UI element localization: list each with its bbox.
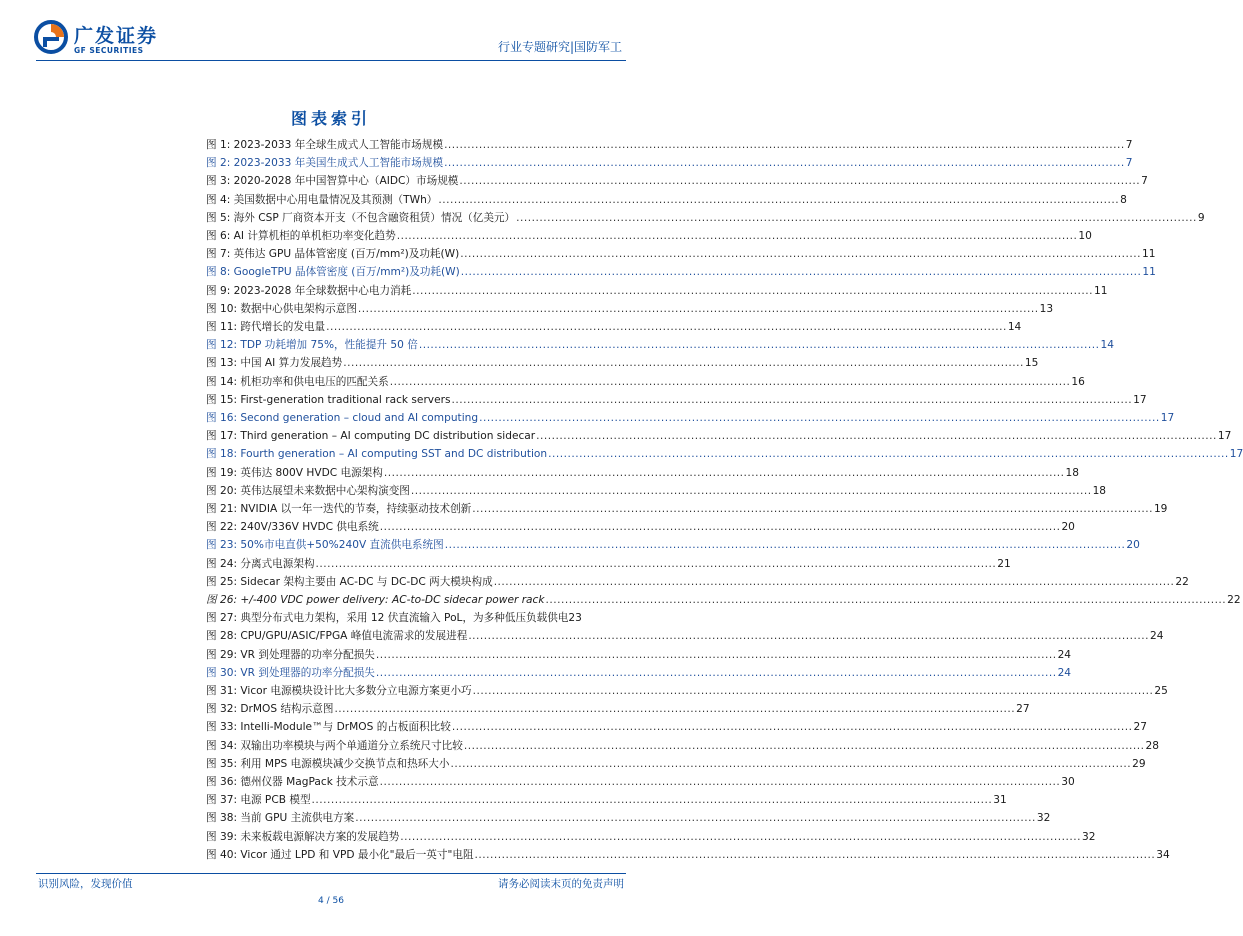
toc-entry-label: 图 35: 利用 MPS 电源模块减少交换节点和热环大小	[206, 757, 450, 770]
toc-leader-dots	[461, 263, 1142, 281]
toc-leader-dots	[316, 555, 997, 573]
toc-entry[interactable]	[206, 263, 1156, 281]
toc-entry[interactable]	[206, 300, 1054, 318]
toc-leader-dots	[475, 846, 1156, 864]
toc-entry-page: 31	[993, 794, 1007, 807]
toc-leader-dots	[468, 627, 1149, 645]
toc-entry[interactable]	[206, 227, 1092, 245]
toc-entry-label: 图 4: 美国数据中心用电量情况及其预测（TWh）	[206, 193, 438, 206]
toc-entry-label: 图 37: 电源 PCB 模型	[206, 794, 311, 807]
toc-entry-page: 14	[1007, 321, 1022, 333]
toc-entry-label: 图 22: 240V/336V HVDC 供电系统	[206, 521, 379, 534]
toc-entry[interactable]	[206, 318, 1022, 336]
toc-entry-page: 13	[1039, 302, 1054, 315]
header-divider	[36, 60, 626, 61]
toc-entry[interactable]	[206, 136, 1133, 154]
toc-entry[interactable]	[206, 700, 1030, 718]
page-number: 4 / 56	[318, 896, 344, 906]
toc-leader-dots	[326, 318, 1007, 336]
toc-leader-dots	[548, 445, 1229, 463]
toc-entry-page: 17	[1133, 393, 1147, 406]
toc-entry[interactable]	[206, 154, 1133, 172]
toc-entry-page: 10	[1078, 230, 1092, 242]
toc-entry-page: 17	[1217, 430, 1232, 443]
toc-entry-page: 7	[1125, 157, 1133, 170]
toc-leader-dots	[376, 664, 1057, 682]
toc-leader-dots	[380, 773, 1061, 791]
toc-entry-label: 图 5: 海外 CSP 厂商资本开支（不包含融资租赁）情况（亿美元）	[206, 211, 516, 224]
logo-chinese-name: 广发证券	[74, 25, 159, 47]
toc-entry-label: 图 16: Second generation – cloud and AI computing	[206, 412, 479, 424]
toc-entry-page: 23	[568, 612, 582, 625]
toc-entry-page: 9	[1197, 211, 1205, 224]
toc-entry[interactable]	[206, 646, 1072, 664]
toc-entry-label: 图 11: 跨代增长的发电量	[206, 321, 326, 333]
footer-disclaimer: 请务必阅读末页的免责声明	[498, 878, 624, 890]
toc-entry-label: 图 15: First-generation traditional rack servers	[206, 393, 451, 406]
toc-entry-page: 22	[1175, 575, 1189, 588]
toc-leader-dots	[536, 427, 1217, 445]
toc-entry-label: 图 1: 2023-2033 年全球生成式人工智能市场规模	[206, 139, 444, 151]
toc-entry-page: 11	[1093, 284, 1108, 297]
toc-leader-dots	[358, 300, 1039, 318]
toc-leader-dots	[473, 682, 1154, 700]
toc-leader-dots	[494, 573, 1175, 591]
toc-entry-page: 7	[1125, 139, 1133, 151]
toc-entry-label: 图 9: 2023-2028 年全球数据中心电力消耗	[206, 284, 412, 297]
toc-entry[interactable]	[206, 373, 1085, 391]
toc-entry[interactable]	[206, 555, 1011, 573]
toc-entry[interactable]	[206, 391, 1147, 409]
toc-leader-dots	[312, 791, 993, 809]
toc-entry[interactable]	[206, 809, 1051, 827]
toc-leader-dots	[459, 172, 1140, 190]
toc-entry[interactable]	[206, 172, 1148, 190]
toc-entry-label: 图 17: Third generation – AI computing DC distribution sidecar	[206, 430, 536, 443]
toc-leader-dots	[444, 136, 1125, 154]
toc-leader-dots	[464, 737, 1145, 755]
toc-entry-label: 图 38: 当前 GPU 主流供电方案	[206, 812, 355, 825]
toc-entry-page: 32	[1081, 830, 1096, 843]
toc-entry[interactable]	[206, 664, 1072, 682]
toc-entry-label: 图 36: 德州仪器 MagPack 技术示意	[206, 776, 379, 788]
toc-entry-page: 18	[1065, 466, 1080, 479]
toc-entry-page: 19	[1153, 503, 1168, 515]
toc-entry-label: 图 18: Fourth generation – AI computing SST and DC distribution	[206, 448, 548, 461]
toc-entry[interactable]	[206, 828, 1096, 846]
toc-entry-page: 20	[1126, 539, 1140, 552]
toc-entry-page: 24	[1057, 648, 1072, 661]
toc-entry-page: 20	[1061, 521, 1075, 534]
toc-entry-label: 图 12: TDP 功耗增加 75%，性能提升 50 倍	[206, 339, 418, 352]
footer-slogan: 识别风险，发现价值	[38, 878, 133, 890]
toc-entry-page: 29	[1132, 757, 1146, 770]
toc-entry[interactable]	[206, 846, 1170, 864]
toc-entry-page: 17	[1160, 412, 1175, 424]
toc-leader-dots	[412, 282, 1093, 300]
toc-entry-label: 图 21: NVIDIA 以一年一迭代的节奏，持续驱动技术创新	[206, 503, 472, 515]
gf-logo-icon	[34, 20, 68, 54]
toc-entry-label: 图 2: 2023-2033 年美国生成式人工智能市场规模	[206, 157, 444, 170]
toc-entry[interactable]	[206, 427, 1232, 445]
toc-leader-dots	[343, 354, 1024, 372]
toc-entry-label: 图 33: Intelli-Module™与 DrMOS 的占板面积比较	[206, 721, 451, 734]
toc-entry-page: 27	[1016, 703, 1030, 716]
toc-leader-dots	[334, 700, 1015, 718]
toc-entry[interactable]	[206, 682, 1168, 700]
toc-entry-label: 图 8: GoogleTPU 晶体管密度 (百万/mm²)及功耗(W)	[206, 266, 460, 279]
toc-entry-label: 图 29: VR 到处理器的功率分配损失	[206, 648, 375, 661]
report-category: 行业专题研究|国防军工	[497, 40, 622, 54]
toc-leader-dots	[390, 373, 1071, 391]
toc-entry-page: 30	[1061, 776, 1075, 788]
toc-entry-label: 图 3: 2020-2028 年中国智算中心（AIDC）市场规模	[206, 175, 459, 188]
toc-entry-page: 28	[1145, 739, 1160, 752]
toc-entry-page: 15	[1024, 357, 1039, 370]
toc-entry[interactable]	[206, 573, 1189, 591]
toc-entry[interactable]	[206, 482, 1107, 500]
toc-entry-label: 图 20: 英伟达展望未来数据中心架构演变图	[206, 484, 410, 497]
toc-entry[interactable]	[206, 409, 1175, 427]
toc-entry-label: 图 14: 机柜功率和供电电压的匹配关系	[206, 375, 389, 388]
toc-entry-page: 16	[1071, 375, 1085, 388]
toc-leader-dots	[452, 718, 1133, 736]
toc-entry-page: 11	[1141, 248, 1156, 261]
toc-entry-label: 图 10: 数据中心供电架构示意图	[206, 302, 357, 315]
toc-leader-dots	[450, 755, 1131, 773]
toc-entry[interactable]	[206, 737, 1160, 755]
toc-entry-page: 11	[1142, 266, 1156, 279]
toc-entry[interactable]	[206, 245, 1156, 263]
footer-divider	[36, 873, 626, 874]
toc-entry[interactable]	[206, 718, 1148, 736]
toc-entry[interactable]	[206, 191, 1127, 209]
toc-leader-dots	[411, 482, 1092, 500]
toc-entry[interactable]	[206, 209, 1205, 227]
toc-entry[interactable]	[206, 500, 1168, 518]
toc-entry-page: 7	[1141, 175, 1148, 188]
page-header	[0, 0, 662, 66]
toc-entry[interactable]	[206, 773, 1075, 791]
toc-entry[interactable]	[206, 791, 1007, 809]
toc-entry-page: 25	[1154, 685, 1168, 697]
toc-entry-label: 图 23: 50%市电直供+50%240V 直流供电系统图	[206, 539, 444, 552]
toc-entry-label: 图 30: VR 到处理器的功率分配损失	[206, 666, 375, 679]
toc-leader-dots	[445, 536, 1126, 554]
toc-title: 图表索引	[290, 109, 371, 128]
toc-entry-page: 21	[997, 557, 1011, 570]
toc-entry-label: 图 6: AI 计算机柜的单机柜功率变化趋势	[206, 230, 396, 242]
toc-entry-page: 24	[1057, 666, 1072, 679]
toc-entry-page: 24	[1149, 630, 1164, 643]
toc-leader-dots	[479, 409, 1160, 427]
toc-leader-dots	[444, 154, 1125, 172]
logo-english-name: GF SECURITIES	[74, 46, 144, 55]
toc-entry-label: 图 26: +/-400 VDC power delivery: AC-to-DC sidecar power rack	[206, 594, 545, 606]
toc-entry[interactable]	[206, 464, 1080, 482]
toc-entry-page: 27	[1133, 721, 1148, 734]
toc-entry-label: 图 28: CPU/GPU/ASIC/FPGA 峰值电流需求的发展进程	[206, 630, 468, 643]
toc-leader-dots	[516, 209, 1197, 227]
toc-entry-page: 22	[1227, 594, 1241, 606]
toc-entry[interactable]	[206, 627, 1164, 645]
toc-entry-page: 34	[1156, 848, 1170, 861]
toc-entry-page: 8	[1120, 193, 1127, 206]
toc-entry-label: 图 40: Vicor 通过 LPD 和 VPD 最小化"最后一英寸"电阻	[206, 848, 474, 861]
toc-entry-label: 图 27: 典型分布式电力架构，采用 12 伏直流输入 PoL，为多种低压负载供电	[206, 612, 569, 625]
toc-leader-dots	[419, 336, 1100, 354]
toc-entry-page: 17	[1229, 448, 1243, 461]
toc-entry-label: 图 39: 未来板载电源解决方案的发展趋势	[206, 830, 400, 843]
toc-leader-dots	[546, 591, 1227, 609]
toc-leader-dots	[355, 809, 1036, 827]
toc-leader-dots	[451, 391, 1132, 409]
toc-entry-label: 图 24: 分离式电源架构	[206, 557, 315, 570]
toc-leader-dots	[460, 245, 1141, 263]
toc-entry-page: 18	[1092, 484, 1107, 497]
toc-leader-dots	[384, 464, 1065, 482]
gf-securities-logo	[34, 20, 174, 56]
toc-leader-dots	[376, 646, 1057, 664]
toc-entry[interactable]	[206, 536, 1140, 554]
toc-leader-dots	[438, 191, 1119, 209]
toc-entry[interactable]	[206, 336, 1114, 354]
toc-entry[interactable]	[206, 609, 626, 627]
toc-entry[interactable]	[206, 755, 1146, 773]
toc-leader-dots	[472, 500, 1153, 518]
toc-entry[interactable]	[206, 518, 1075, 536]
toc-entry-label: 图 34: 双输出功率模块与两个单通道分立系统尺寸比较	[206, 739, 463, 752]
toc-leader-dots	[400, 828, 1081, 846]
toc-entry[interactable]	[206, 591, 1241, 609]
toc-entry-label: 图 25: Sidecar 架构主要由 AC-DC 与 DC-DC 两大模块构成	[206, 575, 493, 588]
toc-entry[interactable]	[206, 354, 1039, 372]
toc-entry-page: 32	[1036, 812, 1051, 825]
toc-entry-label: 图 32: DrMOS 结构示意图	[206, 703, 334, 716]
toc-entry-label: 图 7: 英伟达 GPU 晶体管密度 (百万/mm²)及功耗(W)	[206, 248, 460, 261]
toc-leader-dots	[380, 518, 1061, 536]
toc-entry[interactable]	[206, 282, 1108, 300]
toc-entry-label: 图 19: 英伟达 800V HVDC 电源架构	[206, 466, 383, 479]
toc-entry-label: 图 13: 中国 AI 算力发展趋势	[206, 357, 343, 370]
toc-entry-label: 图 31: Vicor 电源模块设计比大多数分立电源方案更小巧	[206, 685, 472, 697]
toc-entry-page: 14	[1100, 339, 1114, 352]
toc-leader-dots	[397, 227, 1078, 245]
toc-entry[interactable]	[206, 445, 1243, 463]
